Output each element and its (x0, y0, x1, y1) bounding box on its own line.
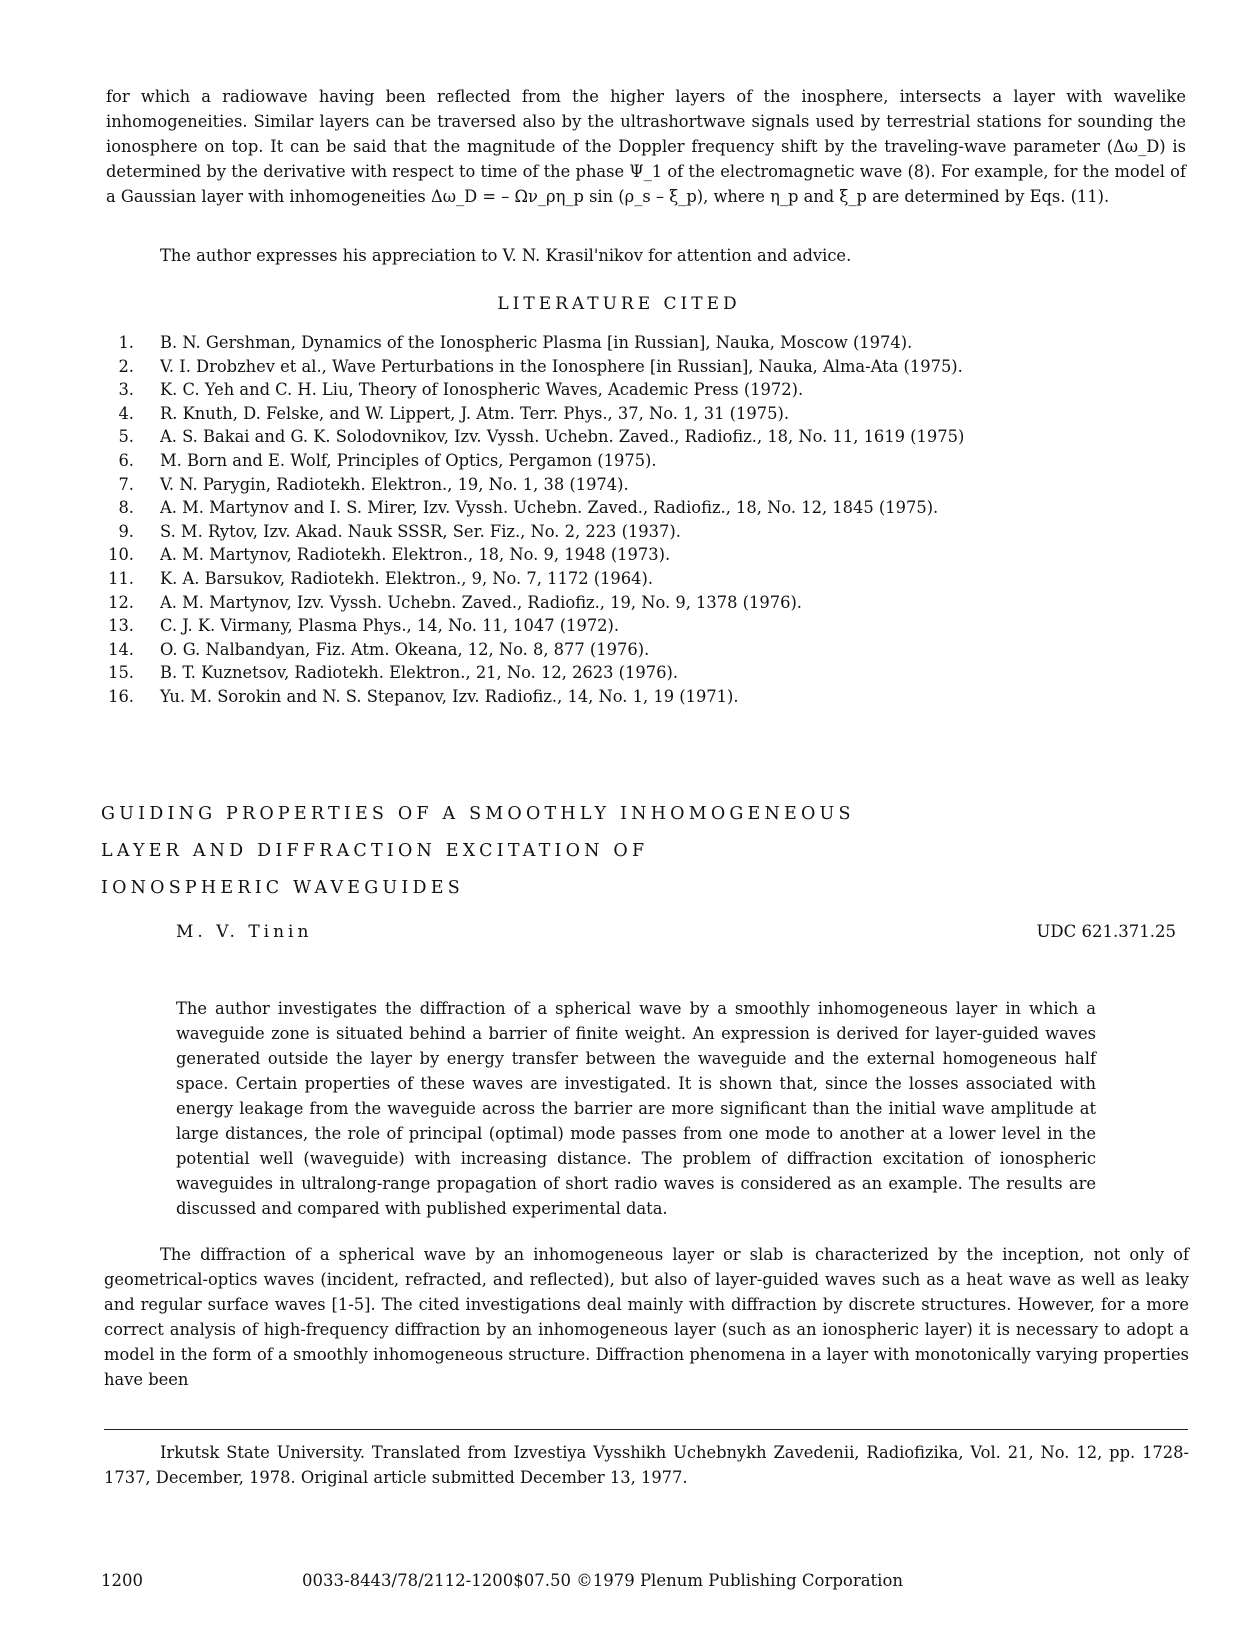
reference-text: B. N. Gershman, Dynamics of the Ionospheric Plasma [in Russian], Nauka, Moscow (1974). (160, 333, 913, 352)
reference-text: V. N. Parygin, Radiotekh. Elektron., 19, No. 1, 38 (1974). (160, 474, 629, 494)
reference-text: Yu. M. Sorokin and N. S. Stepanov, Izv. Radiofiz., 14, No. 1, 19 (1971). (160, 686, 739, 706)
article-title-line: GUIDING PROPERTIES OF A SMOOTHLY INHOMOGENEOUS (101, 804, 855, 824)
reference-number: 10. (108, 545, 134, 565)
reference-item (106, 496, 1216, 520)
reference-text: R. Knuth, D. Felske, and W. Lippert, J. Atm. Terr. Phys., 37, No. 1, 31 (1975). (160, 403, 789, 423)
reference-text: O. G. Nalbandyan, Fiz. Atm. Okeana, 12, No. 8, 877 (1976). (160, 639, 650, 659)
reference-item (106, 355, 1216, 379)
reference-item (106, 402, 1216, 426)
intro-paragraph: for which a radiowave having been reflected from the higher layers of the inosphere, intersects a layer with wavelike inhomogeneities. Similar layers can be traversed also by the ultrashortwave signals used by terrestrial stations for sounding the ionosphere on top. It can be said that the magnitude of the Doppler frequency shift by the traveling-wave parameter (Δω_D) is determined by the derivative with respect to time of the phase Ψ_1 of the electromagnetic wave (8). For example, for the model of a Gaussian layer with inhomogeneities Δω_D = – Ων_ρη_p sin (ρ_s – ξ_p), where η_p and ξ_p are determined by Eqs. (11). (106, 87, 1186, 206)
reference-text: S. M. Rytov, Izv. Akad. Nauk SSSR, Ser. Fiz., No. 2, 223 (1937). (160, 521, 681, 541)
reference-text: A. M. Martynov, Izv. Vyssh. Uchebn. Zaved., Radiofiz., 19, No. 9, 1378 (1976). (160, 592, 802, 612)
reference-number: 11. (108, 568, 134, 588)
reference-number: 14. (108, 639, 134, 659)
reference-number: 8. (118, 498, 134, 518)
reference-text: C. J. K. Virmany, Plasma Phys., 14, No. 11, 1047 (1972). (160, 616, 620, 636)
reference-number: 5. (118, 427, 134, 447)
reference-number: 12. (108, 592, 134, 612)
reference-item (106, 449, 1216, 473)
reference-text: K. C. Yeh and C. H. Liu, Theory of Ionospheric Waves, Academic Press (1972). (160, 380, 804, 400)
author-name: M. V. Tinin (176, 922, 313, 942)
reference-item (106, 473, 1216, 497)
reference-item (106, 685, 1216, 709)
reference-number: 16. (108, 686, 134, 706)
reference-text: A. M. Martynov, Radiotekh. Elektron., 18, No. 9, 1948 (1973). (160, 545, 671, 565)
reference-item (106, 567, 1216, 591)
reference-item (106, 638, 1216, 662)
reference-number: 13. (108, 616, 134, 636)
reference-text: M. Born and E. Wolf, Principles of Optics, Pergamon (1975). (160, 450, 657, 470)
reference-number: 4. (118, 403, 134, 423)
body-paragraph: The diffraction of a spherical wave by an inhomogeneous layer or slab is characterized by the inception, not only of geometrical-optics waves (incident, refracted, and reflected), but also of layer-guided waves such as a heat wave as well as leaky and regular surface waves [1-5]. The cited investigations deal mainly with diffraction by discrete structures. However, for a more correct analysis of high-frequency diffraction by an inhomogeneous layer (such as an ionospheric layer) it is necessary to adopt a model in the form of a smoothly inhomogeneous structure. Diffraction phenomena in a layer with monotonically varying properties have been (104, 1245, 1189, 1389)
page-number: 1200 (101, 1571, 143, 1590)
reference-item (106, 425, 1216, 449)
abstract: The author investigates the diffraction of a spherical wave by a smoothly inhomogeneous layer in which a waveguide zone is situated behind a barrier of finite weight. An expression is derived for layer-guided waves generated outside the layer by energy transfer between the waveguide and the external homogeneous half space. Certain properties of these waves are investigated. It is shown that, since the losses associated with energy leakage from the waveguide across the barrier are more significant than the initial wave amplitude at large distances, the role of principal (optimal) mode passes from one mode to another at a lower level in the potential well (waveguide) with increasing distance. The problem of diffraction excitation of ionospheric waveguides in ultralong-range propagation of short radio waves is considered as an example. The results are discussed and compared with published experimental data. (176, 999, 1096, 1218)
literature-heading: LITERATURE CITED (497, 294, 741, 314)
udc-code: UDC 621.371.25 (1036, 922, 1176, 941)
reference-item (106, 661, 1216, 685)
copyright-line: 0033-8443/78/2112-1200$07.50 ©1979 Plenum Publishing Corporation (302, 1571, 904, 1590)
reference-item (106, 520, 1216, 544)
reference-text: B. T. Kuznetsov, Radiotekh. Elektron., 21, No. 12, 2623 (1976). (160, 663, 678, 683)
reference-number: 15. (108, 663, 134, 683)
reference-item (106, 614, 1216, 638)
reference-list (106, 331, 1216, 709)
reference-text: V. I. Drobzhev et al., Wave Perturbations in the Ionosphere [in Russian], Nauka, Alma-Ata (1975). (160, 356, 963, 376)
reference-item (106, 591, 1216, 615)
reference-number: 2. (118, 356, 134, 376)
footnote-rule (104, 1429, 1188, 1430)
reference-number: 9. (118, 521, 134, 541)
reference-text: K. A. Barsukov, Radiotekh. Elektron., 9, No. 7, 1172 (1964). (160, 568, 654, 588)
reference-number: 7. (118, 474, 134, 494)
footnote: Irkutsk State University. Translated from Izvestiya Vysshikh Uchebnykh Zavedenii, Radiofizika, Vol. 21, No. 12, pp. 1728-1737, December, 1978. Original article submitted December 13, 1977. (104, 1443, 1189, 1487)
reference-item (106, 331, 1216, 355)
acknowledgment: The author expresses his appreciation to V. N. Krasil'nikov for attention and advice. (160, 246, 852, 265)
reference-text: A. S. Bakai and G. K. Solodovnikov, Izv. Vyssh. Uchebn. Zaved., Radiofiz., 18, No. 11, 1619 (1975) (160, 427, 965, 447)
reference-item (106, 543, 1216, 567)
reference-number: 3. (118, 380, 134, 400)
article-title-line: IONOSPHERIC WAVEGUIDES (101, 878, 464, 898)
reference-number: 1. (118, 333, 134, 352)
article-title-line: LAYER AND DIFFRACTION EXCITATION OF (101, 841, 649, 861)
reference-text: A. M. Martynov and I. S. Mirer, Izv. Vyssh. Uchebn. Zaved., Radiofiz., 18, No. 12, 1845 (1975). (160, 498, 939, 518)
reference-item (106, 378, 1216, 402)
reference-number: 6. (118, 450, 134, 470)
